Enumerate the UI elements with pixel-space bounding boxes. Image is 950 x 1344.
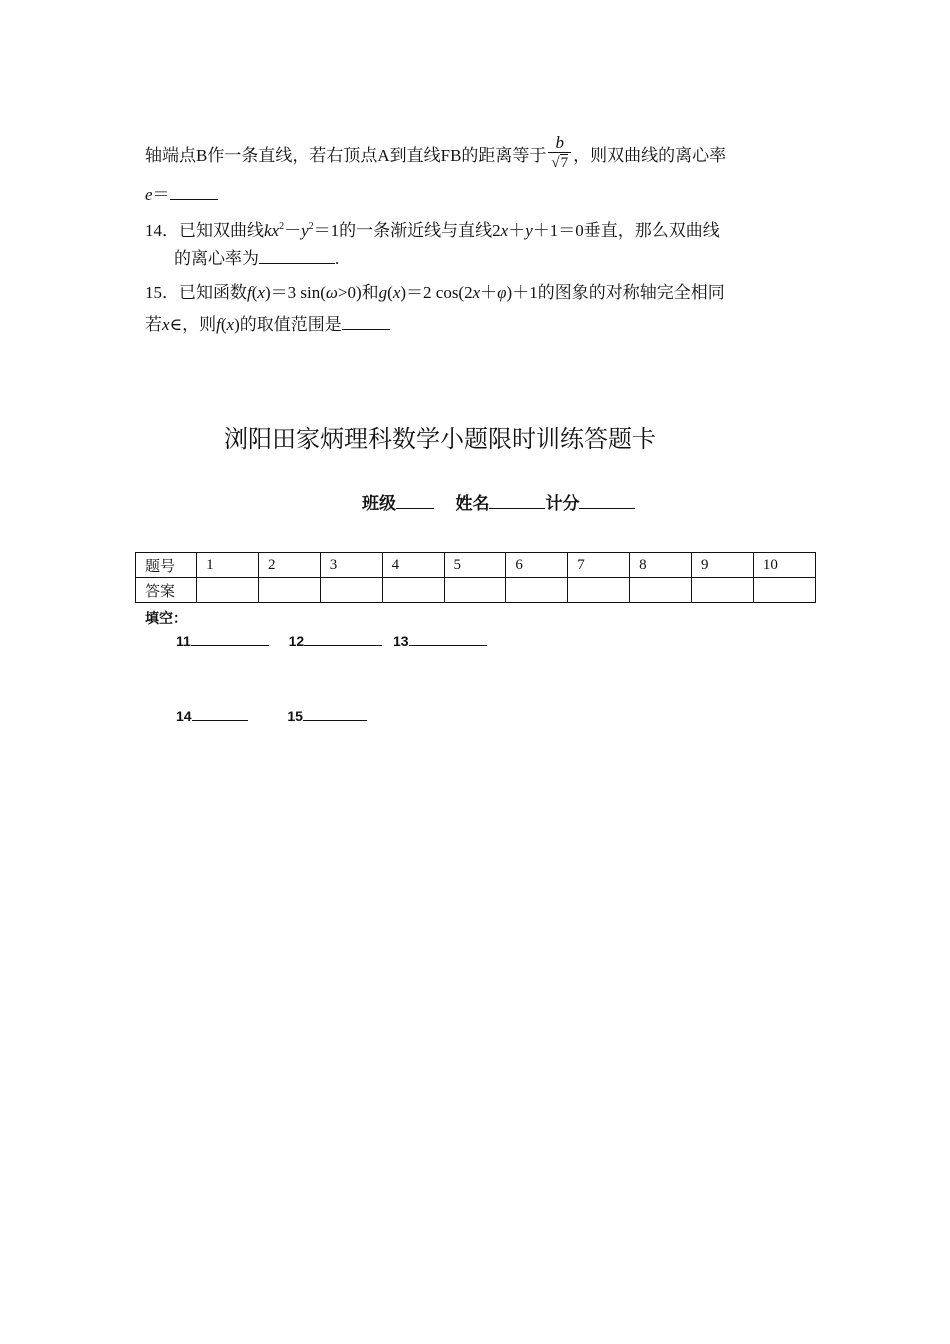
- q13-line1: [145, 133, 727, 176]
- q15-g: g: [378, 283, 388, 302]
- answer-cell[interactable]: [753, 578, 815, 603]
- q15-line2-x2: x: [226, 315, 235, 334]
- score-field[interactable]: [579, 494, 635, 509]
- q15-line2-a: 若: [145, 315, 162, 334]
- q15-text2: )＝3 sin(: [264, 283, 326, 302]
- q14-plus: ＋: [508, 221, 526, 240]
- q14-minus: －: [284, 221, 302, 240]
- q15-text7: )＋1的图象的对称轴完全相同: [506, 283, 725, 302]
- answer-cell[interactable]: [568, 578, 630, 603]
- q14-text3: ＋1＝0垂直，那么双曲线: [532, 221, 720, 240]
- q15-phi: φ: [497, 283, 507, 302]
- q15-line2-x: x: [162, 315, 170, 334]
- q13-line2: [145, 184, 218, 206]
- q14-y: y: [301, 221, 309, 240]
- q15-line2-f: f: [216, 315, 221, 334]
- q15-lp: (: [251, 283, 258, 302]
- q15-answer-blank[interactable]: [342, 315, 390, 330]
- q15-line2-d: )的取值范围是: [234, 315, 342, 334]
- q15-number: 15．: [145, 283, 179, 302]
- table-row-answers: [136, 578, 816, 603]
- q15-text5: )＝2 cos(2: [400, 283, 473, 302]
- q14-x: x: [271, 221, 280, 240]
- q13-frac-num: b: [555, 133, 565, 152]
- class-field[interactable]: [396, 494, 434, 509]
- q13-e: e: [145, 185, 153, 204]
- q15-line2: [145, 314, 390, 336]
- row-header-answer: 答案: [136, 578, 197, 603]
- name-field[interactable]: [489, 494, 545, 509]
- name-label: 姓名: [455, 494, 490, 513]
- row-header-question-number: 题号: [136, 553, 197, 578]
- table-cell-number: 6: [506, 553, 568, 578]
- q14-exp-x: 2: [279, 221, 285, 232]
- q15-x2: x: [392, 283, 401, 302]
- q13-frac-den: [548, 152, 571, 172]
- table-cell-number: 1: [197, 553, 259, 578]
- table-cell-number: 5: [444, 553, 506, 578]
- fill-blank-14[interactable]: [192, 708, 248, 721]
- table-cell-number: 7: [568, 553, 630, 578]
- q15-omega: ω: [325, 283, 338, 302]
- fill-item-number: 12: [288, 633, 305, 649]
- fill-blank-11[interactable]: [191, 633, 269, 646]
- answer-cell[interactable]: [630, 578, 692, 603]
- fill-item-number: 11: [176, 633, 191, 649]
- fill-item-number: 15: [287, 708, 303, 724]
- q13-fraction: [548, 134, 571, 172]
- answer-cell[interactable]: [444, 578, 506, 603]
- table-row-numbers: [136, 553, 816, 578]
- q13-prefix: 轴端点B作一条直线，若右顶点A到直线FB的距离等于: [145, 145, 547, 165]
- q14-line1: [145, 216, 720, 242]
- q14-text2: ＝1的一条渐近线与直线2: [313, 221, 501, 240]
- answer-cell[interactable]: [320, 578, 382, 603]
- fill-blank-15[interactable]: [303, 708, 367, 721]
- q15-text3: >0)和: [337, 283, 379, 302]
- fill-in-row-2: [176, 708, 367, 724]
- student-info: [362, 489, 635, 514]
- q14-text: 已知双曲线: [179, 221, 264, 240]
- q15-line2-b: ∈，则: [169, 315, 217, 334]
- table-cell-number: 8: [630, 553, 692, 578]
- q15-x3: x: [472, 283, 481, 302]
- class-label: 班级: [362, 494, 396, 513]
- q15-line2-c: (: [220, 315, 227, 334]
- fill-item-number: 14: [176, 708, 192, 724]
- q14-number: 14．: [145, 221, 179, 240]
- q14-line2: [174, 248, 339, 270]
- fill-blank-12[interactable]: [304, 633, 382, 646]
- q15-x: x: [257, 283, 265, 302]
- table-cell-number: 3: [320, 553, 382, 578]
- table-cell-number: 9: [691, 553, 753, 578]
- fill-blank-13[interactable]: [409, 633, 487, 646]
- q15-line1: [145, 282, 725, 304]
- q13-frac-den-value: 7: [560, 155, 569, 171]
- q13-eq: ＝: [152, 185, 170, 204]
- q13-answer-blank[interactable]: [170, 185, 218, 200]
- q15-text4: (: [387, 283, 393, 302]
- answer-cell[interactable]: [506, 578, 568, 603]
- q15-text: 已知函数: [179, 283, 247, 302]
- q13-suffix: ，则双曲线的离心率: [573, 145, 727, 165]
- answer-card-title: 浏阳田家炳理科数学小题限时训练答题卡: [224, 425, 656, 453]
- table-cell-number: 2: [258, 553, 320, 578]
- fill-in-label: 填空：: [145, 610, 187, 626]
- sqrt-symbol: √: [551, 155, 560, 171]
- table-cell-number: 4: [382, 553, 444, 578]
- q14-x2: x: [500, 221, 509, 240]
- q14-line2-text: 的离心率为: [174, 249, 259, 268]
- score-label: 计分: [545, 494, 580, 513]
- q14-k: k: [264, 221, 272, 240]
- table-cell-number: 10: [753, 553, 815, 578]
- q14-exp-y: 2: [308, 221, 314, 232]
- answer-cell[interactable]: [197, 578, 259, 603]
- fill-item-number: 13: [392, 633, 409, 649]
- answer-cell[interactable]: [691, 578, 753, 603]
- answer-table: [135, 552, 816, 603]
- q15-text6: ＋: [480, 283, 498, 302]
- fill-in-row-1: [176, 633, 487, 649]
- q14-period: .: [335, 249, 340, 268]
- q14-y2: y: [525, 221, 533, 240]
- q14-answer-blank[interactable]: [259, 249, 335, 264]
- q15-f: f: [247, 283, 252, 302]
- answer-cell[interactable]: [382, 578, 444, 603]
- answer-cell[interactable]: [258, 578, 320, 603]
